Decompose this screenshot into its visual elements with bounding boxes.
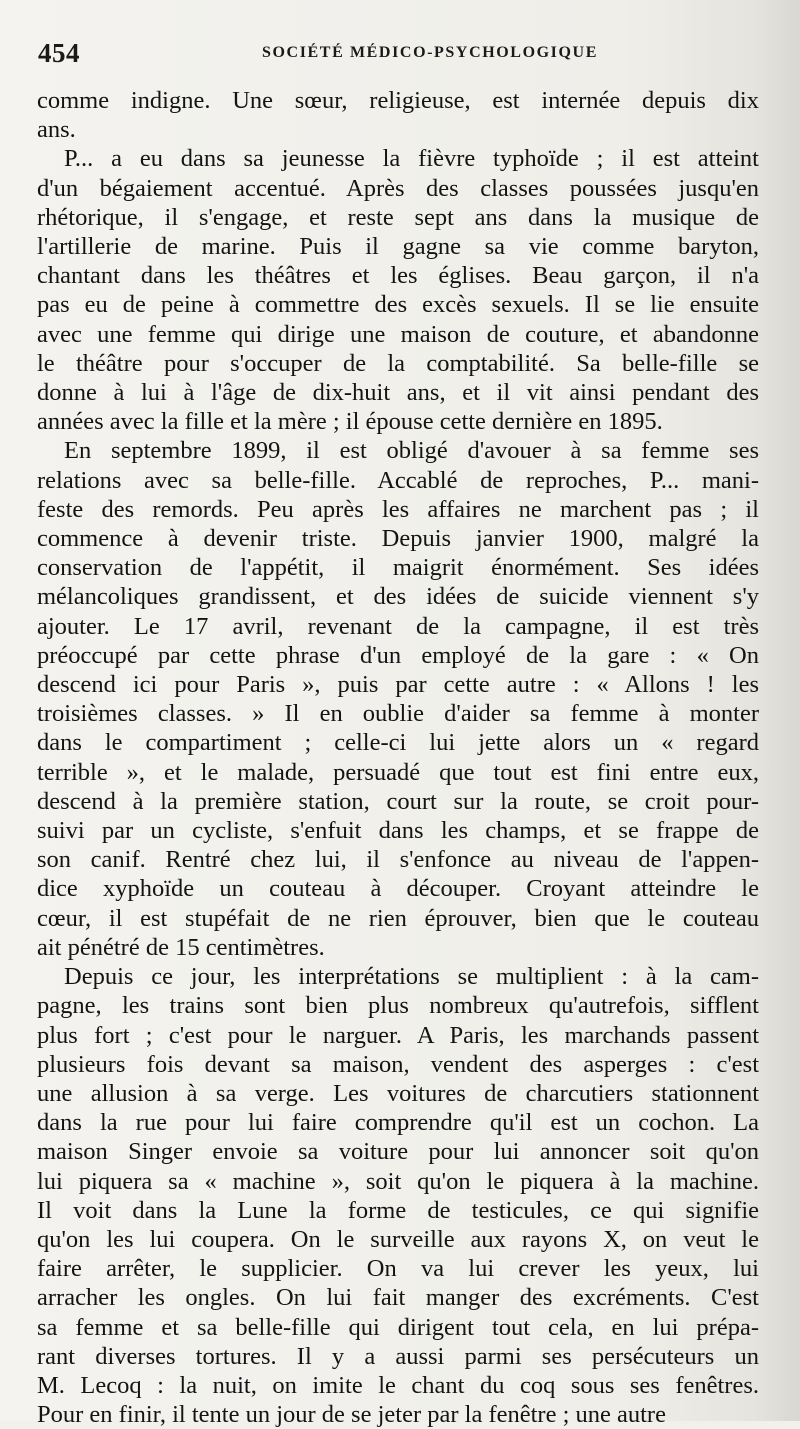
text-line: En septembre 1899, il est obligé d'avouer à sa femme ses bbox=[64, 437, 759, 465]
text-line: Pour en finir, il tente un jour de se jeter par la fenêtre ; une autre bbox=[37, 1401, 666, 1429]
text-line: maison Singer envoie sa voiture pour lui annoncer soit qu'on bbox=[37, 1138, 759, 1166]
paragraph bbox=[37, 962, 759, 1429]
text-line: Il voit dans la Lune la forme de testicules, ce qui signifie bbox=[37, 1196, 759, 1224]
text-line: une allusion à sa verge. Les voitures de charcutiers stationnent bbox=[37, 1079, 759, 1107]
text-line: troisièmes classes. » Il en oublie d'aider sa femme à monter bbox=[37, 700, 759, 728]
text-line: le théâtre pour s'occuper de la comptabilité. Sa belle-fille se bbox=[37, 349, 759, 377]
text-line: suivi par un cycliste, s'enfuit dans les champs, et se frappe de bbox=[37, 817, 759, 845]
text-line: M. Lecoq : la nuit, on imite le chant du coq sous ses fenêtres. bbox=[37, 1371, 759, 1399]
paragraph bbox=[37, 86, 759, 144]
text-line: ajouter. Le 17 avril, revenant de la campagne, il est très bbox=[37, 612, 759, 640]
text-line: d'un bégaiement accentué. Après des classes poussées jusqu'en bbox=[37, 174, 759, 202]
text-line: avec une femme qui dirige une maison de couture, et abandonne bbox=[37, 320, 759, 348]
text-line: cœur, il est stupéfait de ne rien éprouver, bien que le couteau bbox=[37, 904, 759, 932]
paragraph bbox=[37, 436, 759, 962]
text-line: pas eu de peine à commettre des excès sexuels. Il se lie ensuite bbox=[37, 291, 759, 319]
text-line: dans le compartiment ; celle-ci lui jette alors un « regard bbox=[37, 729, 759, 757]
text-line: ait pénétré de 15 centimètres. bbox=[37, 933, 325, 961]
text-line: feste des remords. Peu après les affaires ne marchent pas ; il bbox=[37, 495, 759, 523]
text-line: années avec la fille et la mère ; il épouse cette dernière en 1895. bbox=[37, 408, 663, 436]
text-line: plusieurs fois devant sa maison, vendent des asperges : c'est bbox=[37, 1050, 759, 1078]
text-line: lui piquera sa « machine », soit qu'on le piquera à la machine. bbox=[37, 1167, 759, 1195]
text-line: descend à la première station, court sur la route, se croit pour- bbox=[37, 787, 759, 815]
text-line: mélancoliques grandissent, et des idées de suicide viennent s'y bbox=[37, 583, 759, 611]
text-line: terrible », et le malade, persuadé que tout est fini entre eux, bbox=[37, 758, 759, 786]
text-line: l'artillerie de marine. Puis il gagne sa vie comme baryton, bbox=[37, 233, 759, 261]
page-number: 454 bbox=[38, 38, 80, 68]
text-line: pagne, les trains sont bien plus nombreux qu'autrefois, sifflent bbox=[37, 992, 759, 1020]
running-head: SOCIÉTÉ MÉDICO-PSYCHOLOGIQUE bbox=[262, 44, 598, 61]
text-line: comme indigne. Une sœur, religieuse, est internée depuis dix bbox=[37, 87, 759, 114]
text-line: rant diverses tortures. Il y a aussi parmi ses persécuteurs un bbox=[37, 1342, 759, 1370]
text-line: qu'on les lui coupera. On le surveille aux rayons X, on veut le bbox=[37, 1225, 759, 1253]
text-line: donne à lui à l'âge de dix-huit ans, et il vit ainsi pendant des bbox=[37, 379, 759, 407]
text-line: dice xyphoïde un couteau à découper. Croyant atteindre le bbox=[37, 875, 759, 903]
paragraph bbox=[37, 144, 759, 436]
text-line: dans la rue pour lui faire comprendre qu'il est un cochon. La bbox=[37, 1109, 759, 1137]
text-line: relations avec sa belle-fille. Accablé de reproches, P... mani- bbox=[37, 466, 759, 494]
text-line: commence à devenir triste. Depuis janvier 1900, malgré la bbox=[37, 525, 759, 553]
text-line: Depuis ce jour, les interprétations se multiplient : à la cam- bbox=[64, 963, 759, 991]
text-line: arracher les ongles. On lui fait manger des excréments. C'est bbox=[37, 1284, 759, 1312]
text-line: rhétorique, il s'engage, et reste sept ans dans la musique de bbox=[37, 203, 759, 231]
text-line: chantant dans les théâtres et les églises. Beau garçon, il n'a bbox=[37, 262, 759, 290]
text-line: descend ici pour Paris », puis par cette autre : « Allons ! les bbox=[37, 671, 759, 699]
text-line: faire arrêter, le supplicier. On va lui crever les yeux, lui bbox=[37, 1255, 759, 1283]
text-line: son canif. Rentré chez lui, il s'enfonce au niveau de l'appen- bbox=[37, 846, 759, 874]
body-text bbox=[37, 86, 759, 1429]
text-line: plus fort ; c'est pour le narguer. A Paris, les marchands passent bbox=[37, 1021, 759, 1049]
text-line: conservation de l'appétit, il maigrit énormément. Ses idées bbox=[37, 554, 759, 582]
text-line: P... a eu dans sa jeunesse la fièvre typhoïde ; il est atteint bbox=[64, 145, 759, 173]
page-header bbox=[38, 36, 762, 72]
text-line: ans. bbox=[37, 116, 76, 144]
text-line: sa femme et sa belle-fille qui dirigent tout cela, en lui prépa- bbox=[37, 1313, 759, 1341]
text-line: préoccupé par cette phrase d'un employé de la gare : « On bbox=[37, 641, 759, 669]
